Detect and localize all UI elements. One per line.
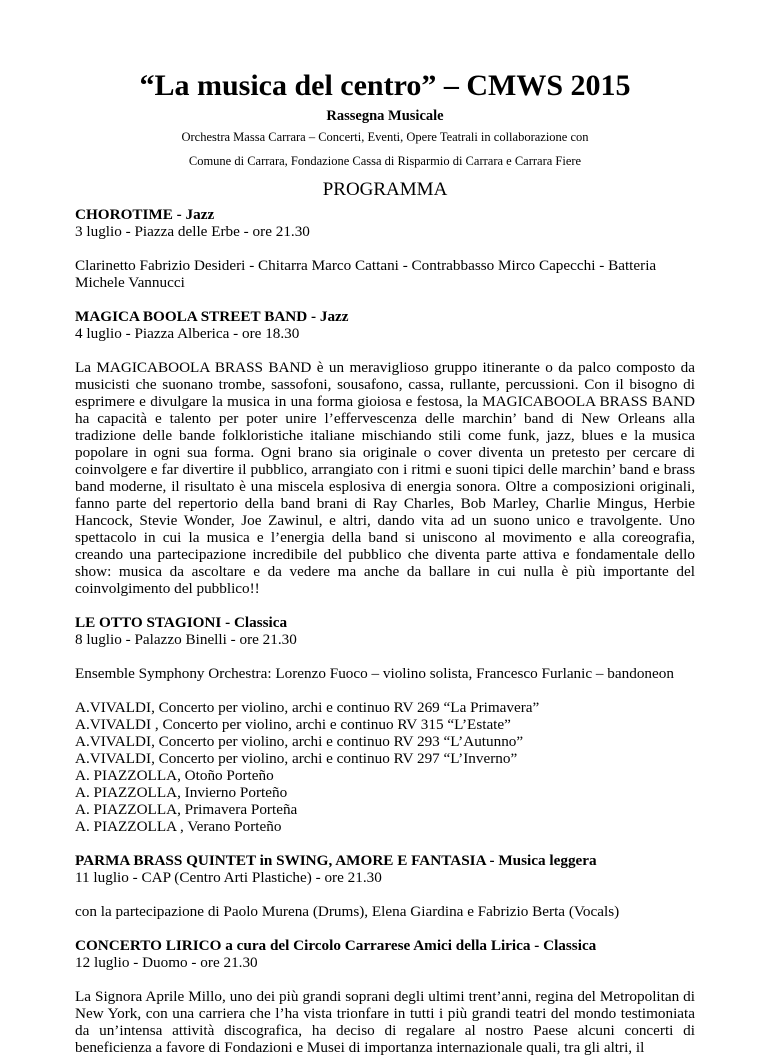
event-magica-boola [75,308,695,597]
program-item: A. PIAZZOLLA, Primavera Porteña [75,801,298,818]
event-parma-brass [75,852,695,920]
event-chorotime [75,206,695,291]
organizer-line: Orchestra Massa Carrara – Concerti, Eventi, Opere Teatrali in collaborazione con [181,130,589,144]
event-title: CONCERTO LIRICO a cura del Circolo Carrarese Amici della Lirica - Classica [75,937,597,954]
event-concerto-lirico [75,937,695,1056]
document-title: “La musica del centro” – CMWS 2015 [139,69,631,102]
event-description: con la partecipazione di Paolo Murena (Drums), Elena Giardina e Fabrizio Berta (Vocals) [75,903,620,920]
event-description: La MAGICABOOLA BRASS BAND è un meraviglioso gruppo itinerante o da palco composto da musicisti che suonano trombe, sassofoni, sousafono, cassa, rullante, percussioni. Con il bisogno di esprimere e divulgare la musica in una forma gioiosa e festosa, la MAGICABOOLA BRASS BAND ha capacità e talento per poter unire l’effervescenza delle marchin’ band di New Orleans alla tradizione delle bande folkloristiche italiane mischiando stili come funk, jazz, blues e la musica popolare in ogni sua forma. Ogni brano sia originale o cover diventa un pretesto per cercare di coinvolgere e far divertire il pubblico, arrangiato con i ritmi e suoni tipici delle marchin’ band e brass band moderne, il risultato è una miscela esplosiva di energia sonora. Oltre a composizioni originali, fanno parte del repertorio della band brani di Ray Charles, Bob Marley, Charlie Mingus, Herbie Hancock, Stevie Wonder, Joe Zawinul, e altri, dando vita ad un suono unico e travolgente. Uno spettacolo in cui la musica e l’energia della band si uniscono al movimento e alla coreografia, creando una partecipazione incredibile del pubblico che diventa parte attiva e fondamentale dello show: musica da ascoltare e da vedere ma anche da ballare in cui nulla è più importante del coinvolgimento del pubblico!! [75,359,695,597]
program-heading: PROGRAMMA [322,179,448,200]
program-item: A.VIVALDI, Concerto per violino, archi e continuo RV 269 “La Primavera” [75,699,540,716]
document-page [75,68,695,1056]
event-date-place: 11 luglio - CAP (Centro Arti Plastiche) - ore 21.30 [75,869,382,886]
program-item: A.VIVALDI, Concerto per violino, archi e continuo RV 297 “L’Inverno” [75,750,518,767]
program-list [75,699,695,835]
program-item: A. PIAZZOLLA, Otoño Porteño [75,767,274,784]
event-date-place: 8 luglio - Palazzo Binelli - ore 21.30 [75,631,297,648]
event-date-place: 12 luglio - Duomo - ore 21.30 [75,954,258,971]
program-item: A. PIAZZOLLA , Verano Porteño [75,818,282,835]
program-item: A. PIAZZOLLA, Invierno Porteño [75,784,288,801]
partners-line: Comune di Carrara, Fondazione Cassa di Risparmio di Carrara e Carrara Fiere [188,154,582,168]
event-date-place: 4 luglio - Piazza Alberica - ore 18.30 [75,325,300,342]
event-title: MAGICA BOOLA STREET BAND - Jazz [75,308,349,325]
event-description: Ensemble Symphony Orchestra: Lorenzo Fuoco – violino solista, Francesco Furlanic – bandoneon [75,665,674,682]
event-date-place: 3 luglio - Piazza delle Erbe - ore 21.30 [75,223,310,240]
program-item: A.VIVALDI , Concerto per violino, archi e continuo RV 315 “L’Estate” [75,716,511,733]
event-otto-stagioni [75,614,695,835]
document-subtitle: Rassegna Musicale [326,108,444,124]
event-description: Clarinetto Fabrizio Desideri - Chitarra Marco Cattani - Contrabbasso Mirco Capecchi - Batteria Michele Vannucci [75,257,657,291]
event-description: La Signora Aprile Millo, uno dei più grandi soprani degli ultimi trent’anni, regina del Metropolitan di New York, con una carriera che l’ha vista trionfare in tutti i più grandi teatri del mondo testimoniata da un’intensa attività discografica, ha deciso di regalare al nostro Paese alcuni concerti di beneficienza a favore di Fondazioni e Musei di importanza internazionale quali, tra gli altri, il [75,988,695,1056]
program-item: A.VIVALDI, Concerto per violino, archi e continuo RV 293 “L’Autunno” [75,733,524,750]
event-title: LE OTTO STAGIONI - Classica [75,614,288,631]
event-title: PARMA BRASS QUINTET in SWING, AMORE E FANTASIA - Musica leggera [75,852,597,869]
event-title: CHOROTIME - Jazz [75,206,215,223]
